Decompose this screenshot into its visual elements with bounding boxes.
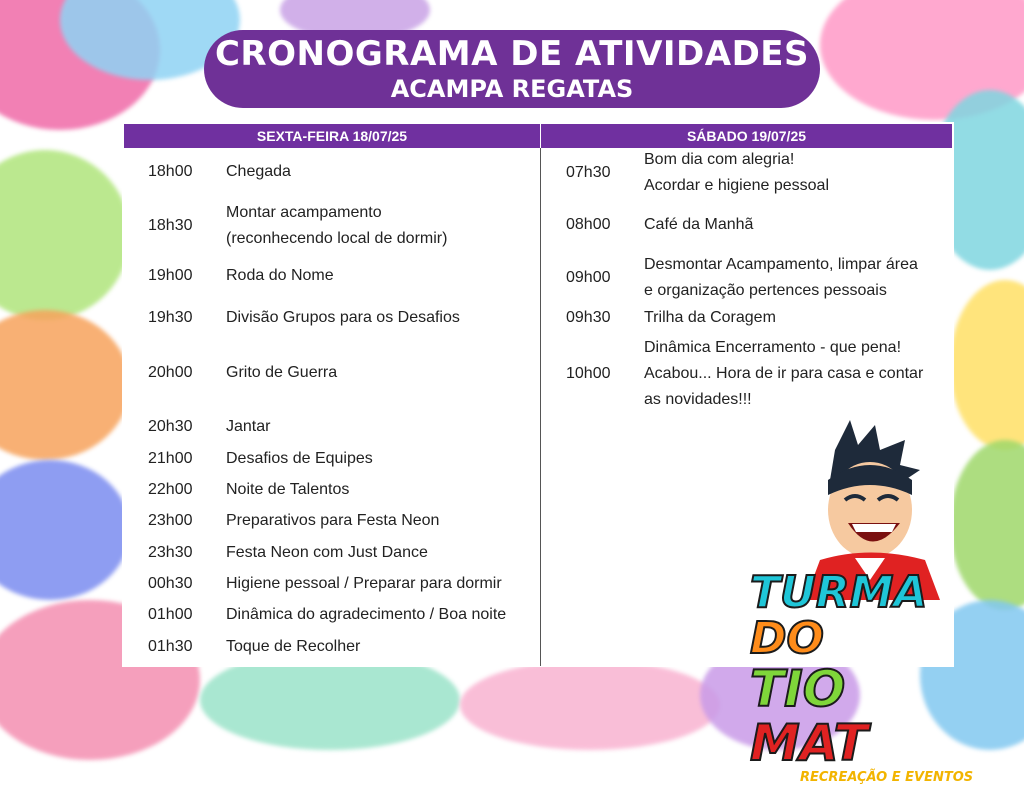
friday-activity: Divisão Grupos para os Desafios <box>226 309 460 326</box>
friday-time: 18h30 <box>148 217 193 234</box>
friday-time: 19h30 <box>148 309 193 326</box>
friday-time: 23h30 <box>148 544 193 561</box>
saturday-activity: Café da Manhã <box>644 216 754 233</box>
saturday-time: 08h00 <box>566 216 611 233</box>
logo-tagline: RECREAÇÃO E EVENTOS <box>800 770 974 785</box>
logo-word-mat: MAT <box>750 714 868 772</box>
saturday-time: 07h30 <box>566 164 611 181</box>
friday-activity: Higiene pessoal / Preparar para dormir <box>226 575 502 592</box>
logo-word-turma: TURMA <box>750 567 928 618</box>
friday-time: 19h00 <box>148 267 193 284</box>
logo-word-do: DO <box>750 613 824 664</box>
friday-activity: Dinâmica do agradecimento / Boa noite <box>226 606 507 623</box>
logo-word-tio: TIO <box>750 660 846 718</box>
friday-activity: Chegada <box>226 163 291 180</box>
saturday-activity: Trilha da Coragem <box>644 309 776 326</box>
page-subtitle: ACAMPA REGATAS <box>390 75 634 103</box>
saturday-activity: Dinâmica Encerramento - que pena! Acabou... Hora de ir para casa e contar as novidades!!! <box>644 339 924 408</box>
friday-time: 01h30 <box>148 638 193 655</box>
friday-activity: Grito de Guerra <box>226 364 338 381</box>
friday-activity: Desafios de Equipes <box>226 450 373 467</box>
friday-activity: Toque de Recolher <box>226 638 361 655</box>
friday-time: 00h30 <box>148 575 193 592</box>
saturday-header: SÁBADO 19/07/25 <box>541 124 952 148</box>
friday-time: 23h00 <box>148 512 193 529</box>
friday-time: 01h00 <box>148 606 193 623</box>
saturday-time: 10h00 <box>566 365 611 382</box>
page-title: CRONOGRAMA DE ATIVIDADES <box>214 34 810 74</box>
friday-time: 21h00 <box>148 450 193 467</box>
friday-activity: Preparativos para Festa Neon <box>226 512 440 529</box>
turma-do-tio-mat-logo <box>740 420 980 785</box>
friday-time: 18h00 <box>148 163 193 180</box>
saturday-time: 09h30 <box>566 309 611 326</box>
friday-activity: Noite de Talentos <box>226 481 350 498</box>
saturday-activity: Bom dia com alegria! Acordar e higiene pessoal <box>644 151 830 194</box>
friday-activity: Montar acampamento (reconhecendo local de dormir) <box>226 204 448 247</box>
title-banner <box>204 30 820 108</box>
friday-time: 20h00 <box>148 364 193 381</box>
friday-time: 22h00 <box>148 481 193 498</box>
friday-activity: Roda do Nome <box>226 267 334 284</box>
friday-header: SEXTA-FEIRA 18/07/25 <box>124 124 540 148</box>
column-divider <box>540 148 541 666</box>
friday-time: 20h30 <box>148 418 193 435</box>
friday-activity: Jantar <box>226 418 271 435</box>
friday-activity: Festa Neon com Just Dance <box>226 544 428 561</box>
saturday-activity: Desmontar Acampamento, limpar área e organização pertences pessoais <box>644 256 918 299</box>
saturday-time: 09h00 <box>566 269 611 286</box>
